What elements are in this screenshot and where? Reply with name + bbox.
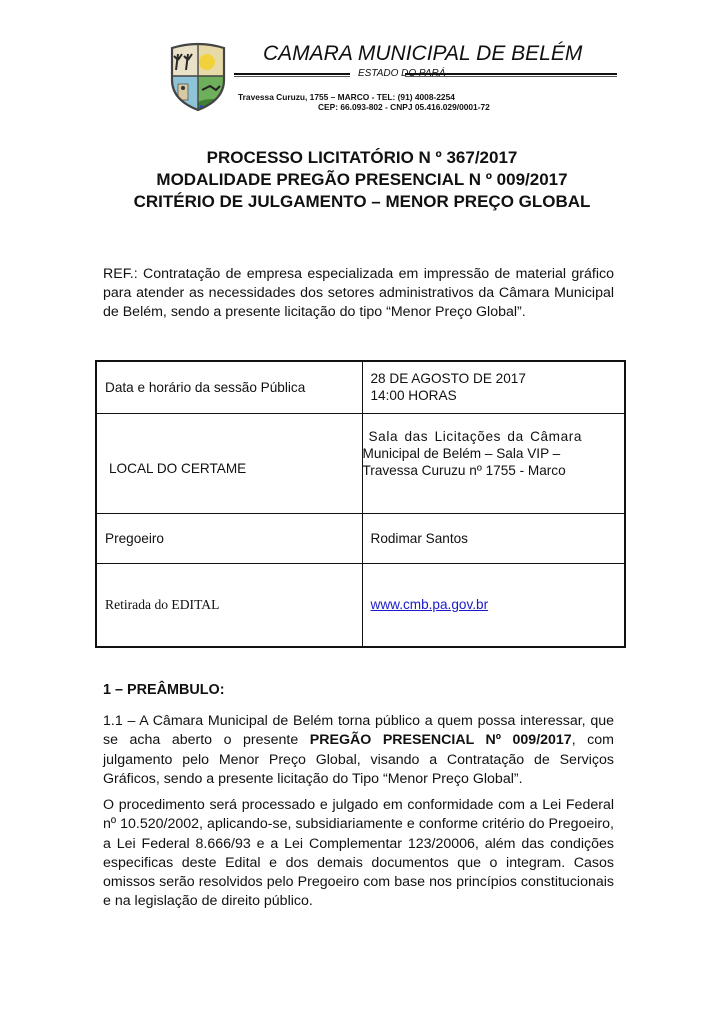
preamble-paragraph-2: O procedimento será processado e julgado em conformidade com a Lei Federal nº 10.520/2002, aplicando-se, subsidiariamente e conforme critério do Pregoeiro, a Lei Federal 8.666/93 e a Lei Complementar 123/20006, além das condições especificas deste Edital e dos demais documentos que o integram. Casos omissos serão resolvidos pelo Pregoeiro com base nos princípios constitucionais e na legislação de direito público.: [103, 797, 614, 910]
auctioneer-label: Pregoeiro: [96, 513, 362, 563]
location-line-3: Travessa Curuzu nº 1755 - Marco: [362, 462, 566, 478]
para1-text-end: , com julgamento pelo Menor Preço Global, visando a Contratação de Serviços Gráficos, sendo a presente licitação do Tipo “Menor Preço Global”.: [103, 732, 614, 787]
location-label: LOCAL DO CERTAME: [96, 413, 362, 513]
reference-paragraph: REF.: Contratação de empresa especializada em impressão de material gráfico para atender as necessidades dos setores administrativos da Câmara Municipal de Belém, sendo a presente licitação do tipo “Menor Preço Global”.: [103, 266, 614, 320]
edital-value: [362, 563, 625, 647]
preamble-paragraph-1: [103, 712, 614, 789]
table-row-auctioneer: [96, 513, 625, 563]
session-date: 28 DE AGOSTO DE 2017: [370, 371, 526, 387]
para1-bold-text: PREGÃO PRESENCIAL Nº 009/2017: [309, 732, 572, 749]
location-line-1: Sala das Licitações da Câmara: [368, 428, 583, 444]
preamble-heading: 1 – PREÂMBULO:: [103, 682, 225, 698]
edital-website-link[interactable]: www.cmb.pa.gov.br: [370, 597, 489, 613]
state-name: ESTADO DO PARÁ: [358, 68, 446, 79]
session-time: 14:00 HORAS: [370, 388, 457, 404]
edital-label: Retirada do EDITAL: [96, 563, 362, 647]
table-row-edital: [96, 563, 625, 647]
document-titles: [0, 147, 724, 213]
modality-title: MODALIDADE PREGÃO PRESENCIAL N º 009/2017: [156, 170, 568, 189]
session-info-table: [95, 360, 626, 648]
table-row-location: [96, 413, 625, 513]
coat-of-arms-icon: [166, 40, 230, 112]
table-row-session-date: [96, 361, 625, 413]
header-rule-left: [234, 73, 350, 77]
address-line-2: CEP: 66.093-802 - CNPJ 05.416.029/0001-72: [318, 102, 490, 112]
auctioneer-value: Rodimar Santos: [362, 513, 625, 563]
para1-text-start: 1.1 – A Câmara Municipal de Belém torna público a quem possa interessar, que se acha aberto o presente: [103, 713, 614, 749]
organization-name: CAMARA MUNICIPAL DE BELÉM: [263, 42, 583, 65]
header-rule-right: [405, 73, 617, 77]
session-date-label: Data e horário da sessão Pública: [96, 361, 362, 413]
address-line-1: Travessa Curuzu, 1755 – MARCO - TEL: (91) 4008-2254: [238, 92, 455, 102]
location-value: [362, 413, 625, 513]
session-date-value: [362, 361, 625, 413]
process-number-title: PROCESSO LICITATÓRIO N º 367/2017: [206, 148, 518, 167]
location-line-2: Municipal de Belém – Sala VIP –: [362, 445, 561, 461]
judgment-criterion-title: CRITÉRIO DE JULGAMENTO – MENOR PREÇO GLOBAL: [133, 192, 591, 211]
